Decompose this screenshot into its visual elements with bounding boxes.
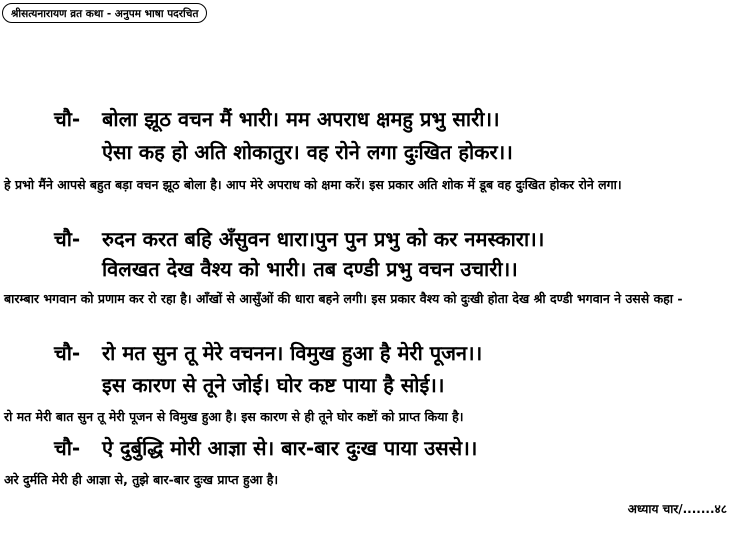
stanza-4-marker: चौ- <box>54 436 81 460</box>
stanza-3-line-1-text: रो मत सुन तू मेरे वचनन। विमुख हुआ है मेरी पूजन।। <box>102 341 483 365</box>
chapter-page-number: अध्याय चार/.......४८ <box>627 502 727 516</box>
stanza-1-marker: चौ- <box>54 107 81 131</box>
stanza-4-line-1-text: ऐ दुर्बुद्धि मोरी आज्ञा से। बार-बार दुःख पाया उससे।। <box>102 436 478 460</box>
stanza-4-line-1 <box>54 435 477 461</box>
stanza-2-line-1-text: रुदन करत बहि अँसुवन धारा।पुन पुन प्रभु को कर नमस्कारा।। <box>102 227 545 251</box>
stanza-3-prose: रो मत मेरी बात सुन तू मेरी पूजन से विमुख हुआ है। इस कारण से ही तूने घोर कष्टों को प्राप्त किया है। <box>4 409 464 424</box>
page-header-title: श्रीसत्यनारायण व्रत कथा - अनुपम भाषा पदरचित <box>2 3 207 23</box>
stanza-3-line-1 <box>54 340 482 366</box>
stanza-1-line-2: ऐसा कह हो अति शोकातुर। वह रोने लगा दुःखित होकर।। <box>102 140 513 164</box>
stanza-3-marker: चौ- <box>54 341 81 365</box>
stanza-2-marker: चौ- <box>54 227 81 251</box>
stanza-2-line-1 <box>54 226 544 252</box>
stanza-4-prose: अरे दुर्मति मेरी ही आज्ञा से, तुझे बार-बार दुःख प्राप्त हुआ है। <box>4 472 279 487</box>
stanza-3-line-2: इस कारण से तूने जोई। घोर कष्ट पाया है सोई।। <box>102 373 445 397</box>
stanza-1-line-1 <box>54 106 500 132</box>
stanza-1-line-1-text: बोला झूठ वचन मैं भारी। मम अपराध क्षमहु प्रभु सारी।। <box>102 107 500 131</box>
stanza-2-prose: बारम्बार भगवान को प्रणाम कर रो रहा है। आँखों से आसुँओं की धारा बहने लगी। इस प्रकार वैश्य को दुःखी होता देख श्री दण्डी भगवान ने उससे कहा - <box>4 291 683 306</box>
stanza-1-prose: हे प्रभो मैंने आपसे बहुत बड़ा वचन झूठ बोला है। आप मेरे अपराध को क्षमा करें। इस प्रकार अति शोक में डूब वह दुःखित होकर रोने लगा। <box>4 177 622 192</box>
stanza-2-line-2: विलखत देख वैश्य को भारी। तब दण्डी प्रभु वचन उचारी।। <box>102 257 518 281</box>
